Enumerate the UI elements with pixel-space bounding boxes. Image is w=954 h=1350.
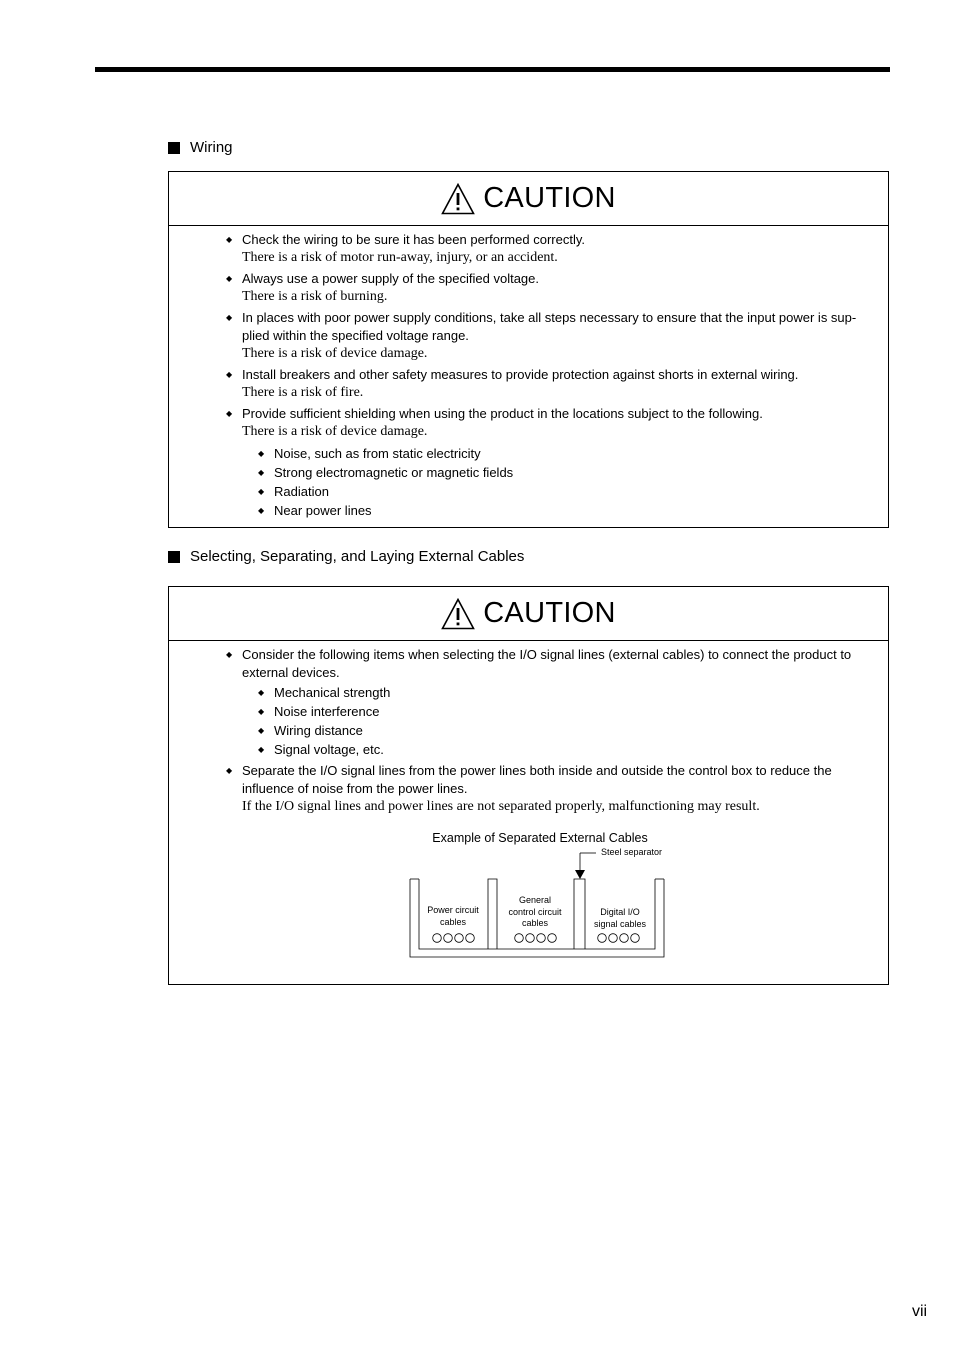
compartment-label: cables (439, 917, 467, 927)
square-bullet-icon (168, 551, 180, 563)
list-item (169, 231, 882, 267)
caution-header (169, 172, 888, 226)
list-item (169, 646, 882, 759)
diamond-bullet-icon: ◆ (226, 370, 233, 379)
sub-list-item (242, 444, 882, 463)
list-item (169, 309, 882, 363)
diamond-bullet-icon: ◆ (258, 449, 265, 458)
diagram-caption: Example of Separated External Cables (432, 831, 648, 845)
instruction-text-line2: external devices. (242, 665, 340, 680)
compartment-label: signal cables (593, 919, 647, 929)
sub-item-text: Wiring distance (274, 723, 363, 738)
sub-list-item (242, 482, 882, 501)
diamond-bullet-icon: ◆ (258, 707, 265, 716)
instruction-text-line2: plied within the specified voltage range. (242, 328, 469, 343)
risk-text: There is a risk of fire. (242, 385, 364, 400)
sub-list (242, 444, 882, 520)
diamond-bullet-icon: ◆ (258, 688, 265, 697)
steel-separator-plate (574, 879, 585, 949)
diamond-bullet-icon: ◆ (226, 274, 233, 283)
warning-triangle-icon (441, 183, 475, 215)
diamond-bullet-icon: ◆ (258, 468, 265, 477)
caution-title: CAUTION (483, 182, 616, 214)
list-item (169, 366, 882, 402)
section-heading-text: Selecting, Separating, and Laying External Cables (190, 548, 525, 565)
compartment-label: Digital I/O (600, 907, 640, 917)
compartment-label: Power circuit (427, 905, 479, 915)
compartment-label: General (518, 895, 552, 905)
risk-text: There is a risk of motor run-away, injury, or an accident. (242, 250, 558, 265)
instruction-text-line1: Consider the following items when selecting the I/O signal lines (external cables) to connect the product to (242, 647, 852, 662)
caution-box-cables (168, 586, 889, 985)
diamond-bullet-icon: ◆ (226, 650, 233, 659)
sub-item-text: Noise interference (274, 704, 380, 719)
diamond-bullet-icon: ◆ (226, 313, 233, 322)
sub-list-item (242, 721, 882, 740)
section-heading-text: Wiring (190, 139, 233, 156)
list-item (169, 405, 882, 520)
compartment-label: control circuit (508, 907, 562, 917)
sub-list-item (242, 683, 882, 702)
diamond-bullet-icon: ◆ (258, 726, 265, 735)
arrow-down-icon (575, 870, 585, 879)
compartment-label: cables (521, 918, 549, 928)
instruction-text-line1: In places with poor power supply conditions, take all steps necessary to ensure that the input power is sup- (242, 310, 857, 325)
list-item (169, 762, 882, 816)
caution-body (169, 641, 888, 816)
sub-list-item (242, 740, 882, 759)
instruction-text-line1: Separate the I/O signal lines from the power lines both inside and outside the control box to reduce the (242, 763, 832, 778)
section-heading-wiring (168, 139, 233, 157)
sub-item-text: Near power lines (274, 503, 372, 518)
diamond-bullet-icon: ◆ (226, 235, 233, 244)
diamond-bullet-icon: ◆ (258, 745, 265, 754)
cable-circles (433, 934, 475, 943)
caution-box-wiring (168, 171, 889, 528)
section-heading-cables (168, 548, 524, 566)
sub-item-text: Signal voltage, etc. (274, 742, 384, 757)
list-item (169, 270, 882, 306)
diamond-bullet-icon: ◆ (258, 487, 265, 496)
sub-item-text: Strong electromagnetic or magnetic fields (274, 465, 514, 480)
cable-circles (598, 934, 640, 943)
diamond-bullet-icon: ◆ (226, 766, 233, 775)
sub-item-text: Mechanical strength (274, 685, 391, 700)
caution-header (169, 587, 888, 641)
instruction-text: Always use a power supply of the specified voltage. (242, 271, 540, 286)
caution-title: CAUTION (483, 597, 616, 629)
sub-list (242, 683, 882, 759)
diamond-bullet-icon: ◆ (258, 506, 265, 515)
top-rule (95, 67, 890, 72)
warning-triangle-icon (441, 598, 475, 630)
page-number: vii (912, 1303, 928, 1320)
instruction-text: Install breakers and other safety measures to provide protection against shorts in external wiring. (242, 367, 799, 382)
sub-list-item (242, 463, 882, 482)
square-bullet-icon (168, 142, 180, 154)
instruction-text: Check the wiring to be sure it has been performed correctly. (242, 232, 585, 247)
sub-item-text: Radiation (274, 484, 329, 499)
sub-item-text: Noise, such as from static electricity (274, 446, 481, 461)
instruction-text-line2: influence of noise from the power lines. (242, 781, 468, 796)
cable-circles (515, 934, 557, 943)
risk-text: There is a risk of device damage. (242, 424, 428, 439)
risk-text: There is a risk of device damage. (242, 346, 428, 361)
caution-body (169, 226, 888, 520)
sub-list-item (242, 702, 882, 721)
steel-separator-label: Steel separator (601, 847, 663, 857)
instruction-text: Provide sufficient shielding when using the product in the locations subject to the following. (242, 406, 763, 421)
diamond-bullet-icon: ◆ (226, 409, 233, 418)
sub-list-item (242, 501, 882, 520)
risk-text: If the I/O signal lines and power lines are not separated properly, malfunctioning may result. (242, 799, 760, 814)
cable-separation-diagram (399, 825, 669, 965)
steel-separator-plate (488, 879, 497, 949)
risk-text: There is a risk of burning. (242, 289, 388, 304)
